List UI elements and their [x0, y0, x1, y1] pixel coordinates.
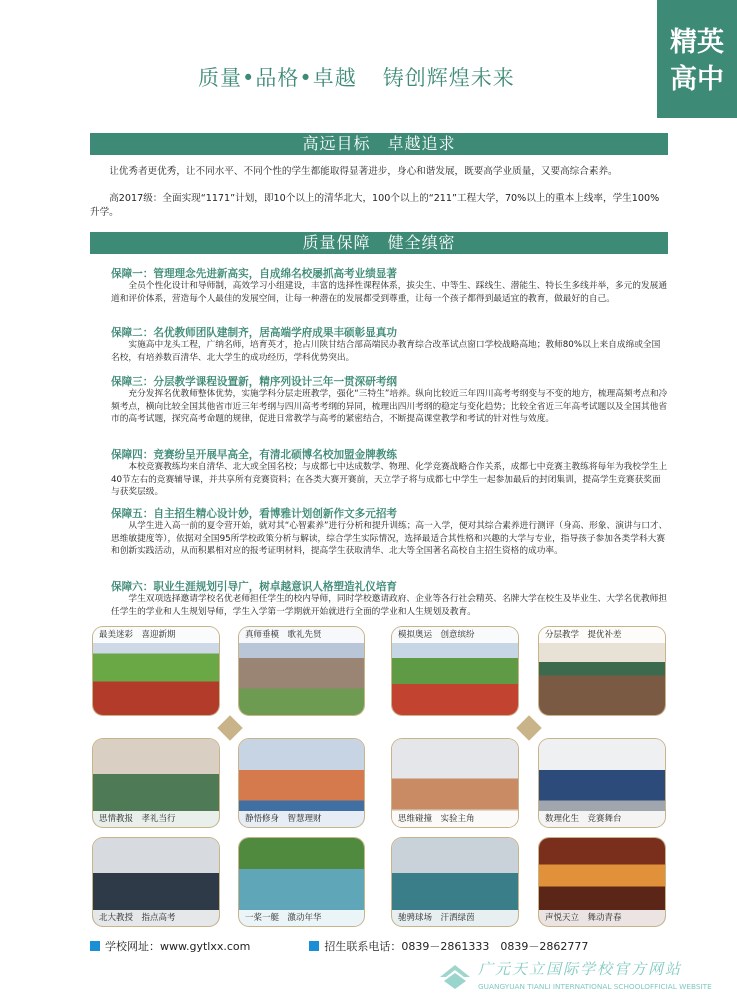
divider-diamond	[516, 715, 541, 740]
guarantee-2-body: 实施高中龙头工程，广纳名师，培育英才，抢占川陕甘结合部高端民办教育综合改革试点窗口学校战略高地；教师80%以上来自成绵或全国名校，有培养数百清华、北大学生的成功经历，学科优势突出。	[111, 340, 661, 363]
photo-teacher-ceremony	[239, 627, 364, 715]
guarantee-5-body: 从学生进入高一前的夏令营开始，就对其“心智素养”进行分析和提升训练；高一入学，便对其综合素养进行测评（身高、形象、演讲与口才、思维敏捷度等），依据对全国95所学校政策分析与解读，综合学生实际情况，选择最适合其性格和兴趣的大学与专业，指导孩子参加各类学科大赛和创新实践活动，从而积累相对应的报考证明材料，提高学生获取清华、北大等全国著名高校自主招生资格的成功率。	[111, 521, 668, 556]
guarantee-5-title: 保障五：自主招生精心设计妙，看博雅计划创新作文多元招考	[111, 508, 398, 520]
photo-caption: 驰骋球场 汗洒绿茵	[392, 910, 518, 926]
photo-caption: 思维碰撞 实验主角	[392, 811, 518, 827]
photo-filial-piety	[93, 739, 219, 827]
section1-paragraph-2: 高2017级：全面实现“1171”计划，即10个以上的清华北大，100个以上的“211”工程大学，70%以上的重本上线率，学生100%升学。	[90, 193, 660, 218]
photo-finance-activity	[239, 739, 364, 827]
photo-caption: 一桨一艇 激动年华	[239, 910, 364, 926]
guarantee-1-body: 全员个性化设计和导师制，高效学习小组建设，丰富的选择性课程体系，拔尖生、中等生、踩线生、潜能生、特长生多线并举，多元的发展通道和评价体系，营造每个人最佳的发展空间，让每一种潜在的发展都受到尊重，让每一个孩子都得到最适宜的教育，做最好的自己。	[111, 281, 668, 304]
corner-badge	[657, 0, 737, 118]
footer-contact	[90, 938, 588, 954]
photo-experiment	[392, 739, 518, 827]
website-text: 学校网址：www.gytlxx.com	[105, 940, 251, 953]
photo-caption: 最美迷彩 喜迎新期	[93, 627, 219, 643]
slogan	[198, 62, 515, 92]
slogan-left: 质量•品格•卓越	[198, 66, 357, 90]
photo-caption: 北大教授 指点高考	[93, 910, 219, 926]
guarantee-4-title: 保障四：竞赛纷呈开展早高全，有清北硕博名校加盟金牌教练	[111, 449, 398, 461]
photo-caption: 真师垂模 歌礼先贤	[239, 627, 364, 643]
guarantee-3-title: 保障三：分层教学课程设置新，精序列设计三年一贯深研考纲	[111, 376, 398, 388]
photo-caption: 静悟修身 智慧理财	[239, 811, 364, 827]
badge-line-2: 高中	[670, 64, 724, 95]
guarantee-6-body: 学生双项选择邀请学校名优老师担任学生的校内导师，同时学校邀请政府、企业等各行社会精英、名牌大学在校生及毕业生、大学名优教师担任学生的学业和人生规划导师，学生入学第一学期就开始就进行全面的学业和人生规划及教育。	[111, 594, 668, 617]
photo-caption: 分层教学 提优补差	[539, 627, 665, 643]
photo-stage-performance	[539, 838, 665, 926]
photo-competition-class	[539, 739, 665, 827]
badge-line-1: 精英	[670, 27, 724, 58]
phone-text: 招生联系电话：0839－2861333 0839－2862777	[324, 940, 589, 953]
guarantee-2-title: 保障二：名优教师团队建制齐，居高端学府成果丰硕彰显真功	[111, 327, 398, 339]
photo-caption: 模拟奥运 创意缤纷	[392, 627, 518, 643]
school-watermark	[438, 955, 728, 997]
guarantee-6-title: 保障六：职业生涯规划引导广，树卓越意识人格塑造礼仪培育	[111, 581, 398, 593]
guarantee-3-body: 充分发挥名优教师整体优势，实施学科分层走班教学，强化“三特生”培养。纵向比较近三年四川高考考纲变与不变的地方，梳理高频考点和冷频考点，横向比较全国其他省市近三年考纲与四川高考考纲的异同，梳理出四川考纲的稳定与变化趋势；比较全省近三年高考试题以及全国其他省市的高考试题，探究高考命题的规律，促进日常教学与高考的紧密结合，不断提高课堂教学和考试的针对性与效度。	[111, 389, 668, 424]
photo-caption: 数理化生 竞赛舞台	[539, 811, 665, 827]
photo-military-training	[93, 627, 219, 715]
section1-paragraph-1: 让优秀者更优秀，让不同水平、不同个性的学生都能取得显著进步，身心和谐发展，既要高学业质量，又要高综合素养。	[109, 166, 618, 177]
section2-banner: 质量保障 健全缜密	[90, 232, 668, 254]
school-logo-icon	[438, 959, 472, 993]
school-name-en: GUANGYUAN TIANLI INTERNATIONAL SCHOOLOFFICIAL WEBSITE	[478, 982, 712, 991]
guarantee-4-body: 本校竞赛教练均来自清华、北大或全国名校；与成都七中达成数学、物理、化学竞赛战略合作关系，成都七中竞赛主教练将每年为我校学生上40节左右的竞赛辅导课，并共享所有竞赛资料；在各类大赛开赛前，天立学子将与成都七中学生一起参加最后的封闭集训，提高学生竞赛获奖面与获奖层级。	[111, 462, 668, 497]
photo-mock-olympics	[392, 627, 518, 715]
slogan-right: 铸创辉煌未来	[382, 66, 515, 90]
bullet-square-icon	[90, 941, 100, 951]
photo-kayaking	[239, 838, 364, 926]
photo-caption: 声悦天立 舞动青春	[539, 910, 665, 926]
photo-caption: 思情教报 孝礼当行	[93, 811, 219, 827]
school-name-cn: 广元天立国际学校官方网站	[478, 960, 683, 978]
guarantee-1-title: 保障一：管理理念先进新高实，自成绵名校屡抓高考业绩显著	[111, 268, 398, 280]
photo-professor-lecture	[93, 838, 219, 926]
photo-basketball	[392, 838, 518, 926]
photo-classroom	[539, 627, 665, 715]
section1-banner: 高远目标 卓越追求	[90, 133, 668, 155]
bullet-square-icon	[309, 941, 319, 951]
divider-diamond	[217, 715, 242, 740]
